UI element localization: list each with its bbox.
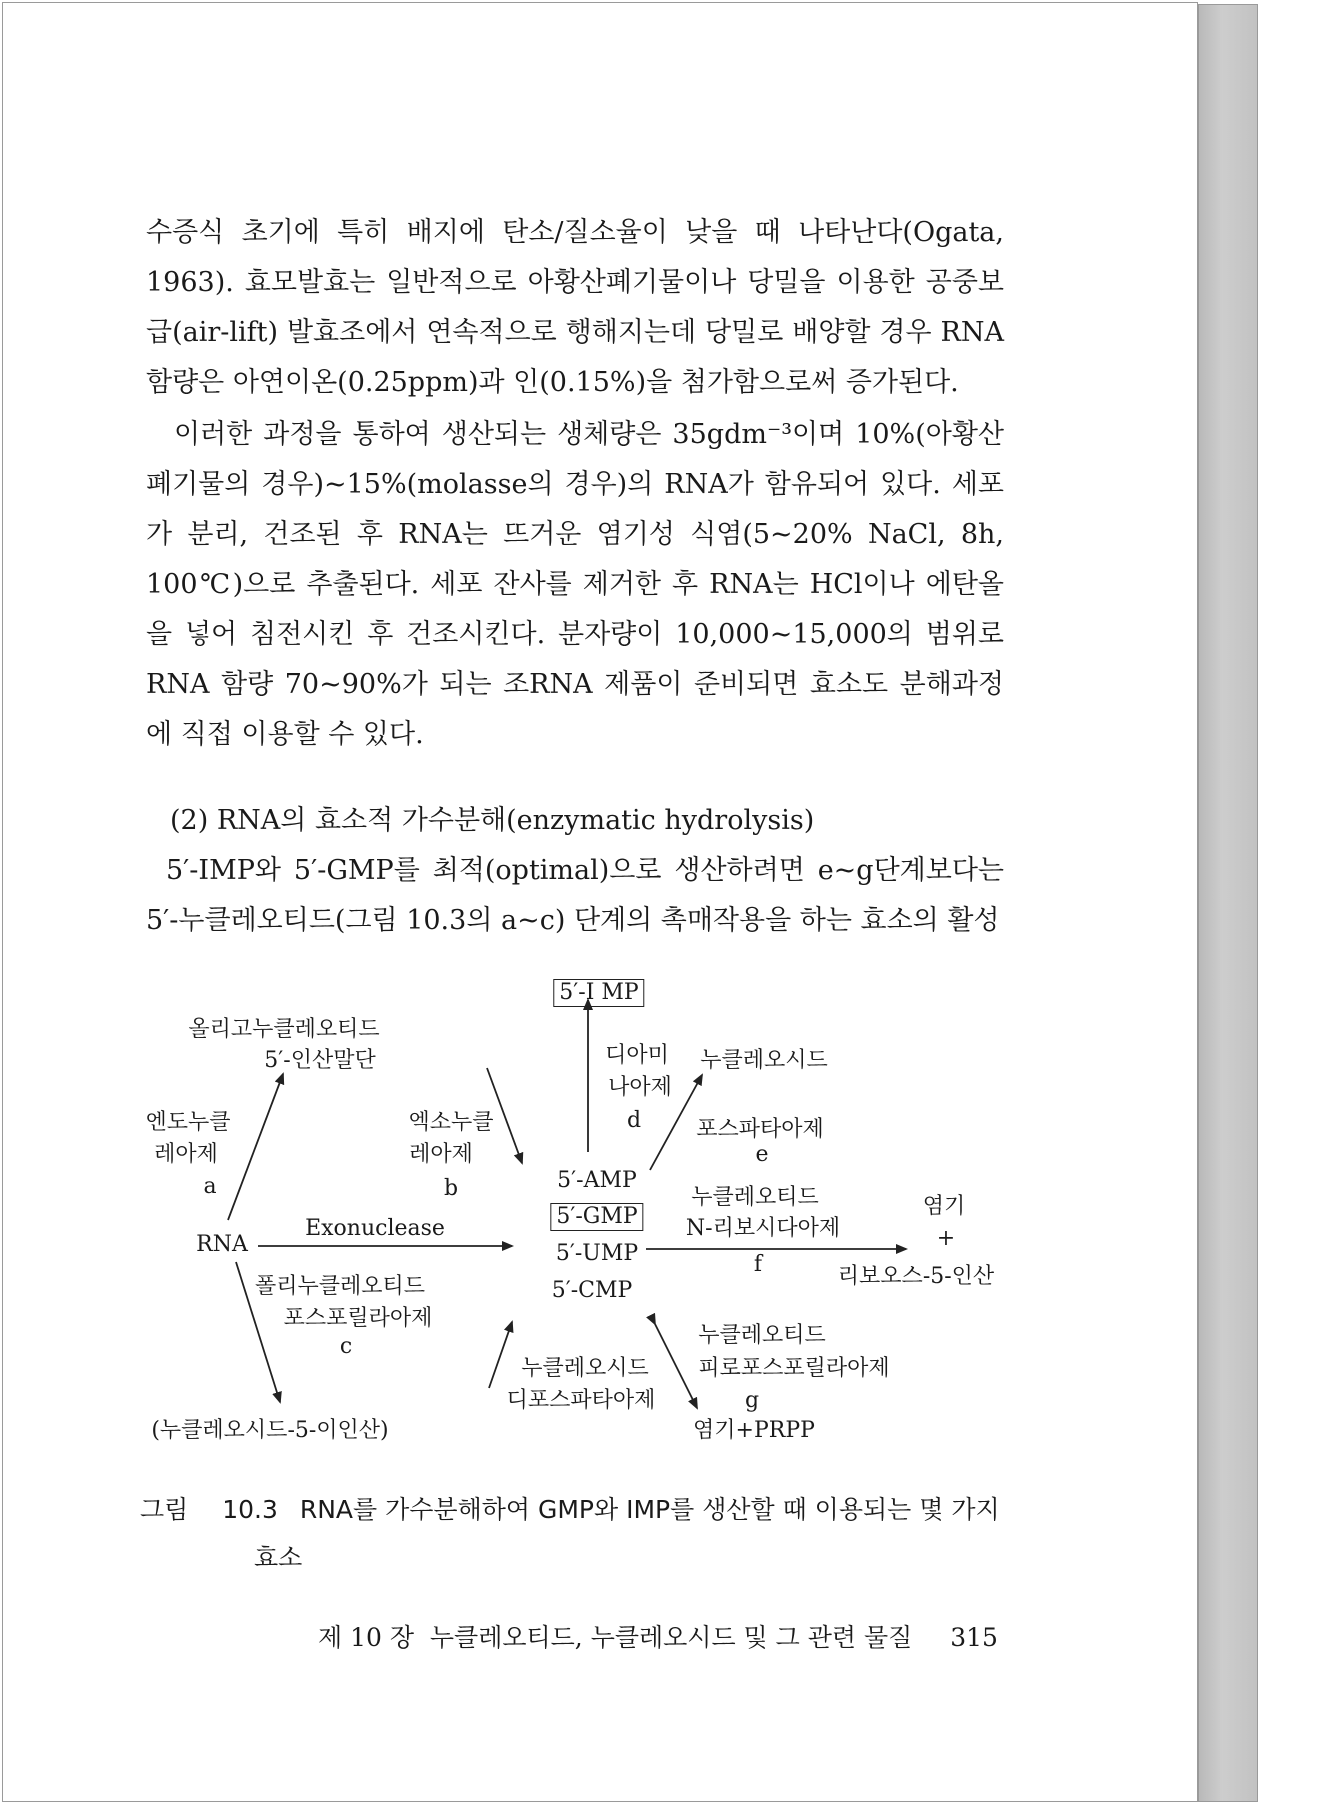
exonuclease-label: Exonuclease — [305, 1216, 445, 1241]
page-number: 315 — [950, 1623, 998, 1652]
phosphatase-label: 포스파타아제 — [696, 1117, 824, 1142]
arrow-endonuclease — [228, 1074, 283, 1220]
oligonucleotide-label: 올리고누클레오티드 — [188, 1017, 380, 1042]
exonuclease-enzyme-letter: b — [443, 1176, 459, 1201]
amp-label: 5′-AMP — [557, 1168, 637, 1193]
exonuclease-enzyme-label-2: 레아제 — [409, 1142, 473, 1167]
endonuclease-letter: a — [203, 1174, 217, 1199]
nucleoside-label: 누클레오시드 — [700, 1048, 828, 1073]
nucleoside-diphosphate-label: (누클레오시드-5-이인산) — [151, 1418, 389, 1443]
polynucleotide-label: 폴리누클레오티드 — [254, 1274, 426, 1299]
n-ribosidase-letter: f — [753, 1252, 763, 1277]
nucleoside-diphosphatase-label-2: 디포스파타아제 — [506, 1388, 656, 1413]
caption-number: 10.3 — [222, 1495, 278, 1524]
base-prpp-label: 염기+PRPP — [693, 1418, 815, 1443]
page-footer — [318, 1618, 998, 1654]
pyrophosphorylase-label-2: 피로포스포릴라아제 — [698, 1356, 890, 1381]
n-ribosidase-label: 누클레오티드 — [691, 1185, 819, 1210]
gmp-box: 5′-GMP — [550, 1203, 643, 1231]
base-label: 염기 — [922, 1194, 966, 1219]
phosphatase-letter: e — [755, 1142, 769, 1167]
chapter-title: 제 10 장 누클레오티드, 누클레오시드 및 그 관련 물질 — [318, 1623, 913, 1652]
deaminase-letter: d — [626, 1108, 642, 1133]
pyrophosphorylase-letter: g — [744, 1388, 760, 1413]
arrow-pyrophosphorylase — [655, 1324, 697, 1408]
body-paragraph-2: 이러한 과정을 통하여 생산되는 생체량은 35gdm⁻³이며 10%(아황산폐기물의 경우)~15%(molasse의 경우)의 RNA가 함유되어 있다. 세포가 분리, 건조된 후 RNA는 뜨거운 염기성 식염(5~20% NaCl, 8h, 100℃)으로 추출된다. 세포 잔사를 제거한 후 RNA는 HCl이나 에탄올을 넣어 침전시킨 후 건조시킨다. 분자량이 10,000~15,000의 범위로 RNA 함량 70~90%가 되는 조RNA 제품이 준비되면 효소도 분해과정에 직접 이용할 수 있다. — [146, 419, 1004, 750]
ump-label: 5′-UMP — [555, 1241, 639, 1266]
n-ribosidase-label-2: N-리보시다아제 — [685, 1216, 841, 1241]
deaminase-label: 디아미 — [605, 1043, 669, 1068]
imp-box: 5′-I MP — [553, 979, 644, 1007]
section-heading: (2) RNA의 효소적 가수분해(enzymatic hydrolysis) — [170, 805, 815, 836]
exonuclease-enzyme-label: 엑소누클 — [408, 1110, 494, 1135]
polynucleotide-label-2: 포스포릴라아제 — [283, 1306, 433, 1331]
caption-text-2: 효소 — [254, 1543, 303, 1572]
rna-label: RNA — [196, 1232, 248, 1257]
caption-label: 그림 — [140, 1495, 189, 1524]
plus-sign: + — [936, 1226, 956, 1251]
ribose-phosphate-label: 리보오스-5-인산 — [837, 1264, 995, 1289]
figure-caption — [140, 1486, 1020, 1582]
deaminase-label-2: 나아제 — [608, 1075, 672, 1100]
oligonucleotide-label-2: 5′-인산말단 — [264, 1048, 376, 1073]
cmp-label: 5′-CMP — [551, 1278, 633, 1303]
nucleoside-diphosphatase-label: 누클레오시드 — [521, 1356, 649, 1381]
caption-text: RNA를 가수분해하여 GMP와 IMP를 생산할 때 이용되는 몇 가지 — [299, 1495, 1000, 1524]
pyrophosphorylase-label: 누클레오티드 — [698, 1323, 826, 1348]
body-paragraph-1: 수증식 초기에 특히 배지에 탄소/질소율이 낮을 때 나타난다(Ogata, 1963). 효모발효는 일반적으로 아황산폐기물이나 당밀을 이용한 공중보급(air-lift) 발효조에서 연속적으로 행해지는데 당밀로 배양할 경우 RNA 함량은 아연이온(0.25ppm)과 인(0.15%)을 첨가함으로써 증가된다. — [146, 217, 1004, 398]
arrow-nucleoside-diphosphatase — [489, 1322, 512, 1388]
endonuclease-label-2: 레아제 — [154, 1142, 218, 1167]
polynucleotide-letter: c — [339, 1334, 353, 1359]
endonuclease-label: 엔도누클 — [145, 1110, 231, 1135]
body-paragraph-3: 5′-IMP와 5′-GMP를 최적(optimal)으로 생산하려면 e~g단계보다는 5′-누클레오티드(그림 10.3의 a~c) 단계의 촉매작용을 하는 효소의 활성 — [146, 855, 1004, 936]
